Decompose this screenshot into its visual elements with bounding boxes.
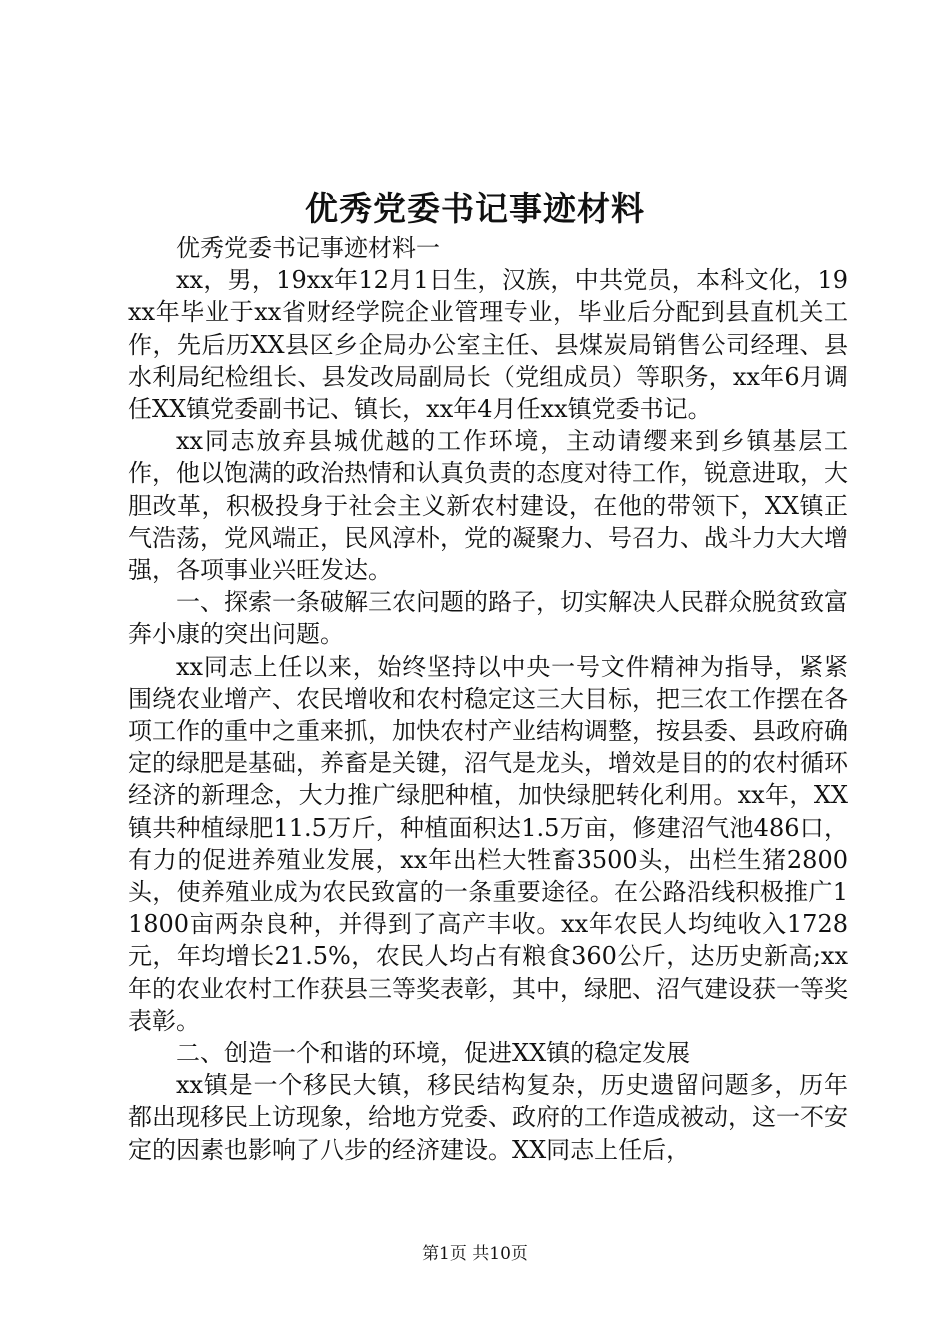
paragraph-section-2: xx镇是一个移民大镇，移民结构复杂，历史遗留问题多，历年都出现移民上访现象，给地方党委、政府的工作造成被动，这一不安定的因素也影响了八步的经济建设。XX同志上任后， [128, 1071, 848, 1164]
section-heading-2: 二、创造一个和谐的环境，促进XX镇的稳定发展 [176, 1039, 691, 1068]
paragraph-intro: xx同志放弃县城优越的工作环境，主动请缨来到乡镇基层工作，他以饱满的政治热情和认真负责的态度对待工作，锐意进取，大胆改革，积极投身于社会主义新农村建设，在他的带领下，XX镇正气浩荡，党风端正，民风淳朴，党的凝聚力、号召力、战斗力大大增强，各项事业兴旺发达。 [128, 427, 848, 585]
paragraph-bio: xx，男，19xx年12月1日生，汉族，中共党员，本科文化，19xx年毕业于xx省财经学院企业管理专业，毕业后分配到县直机关工作，先后历XX县区乡企局办公室主任、县煤炭局销售公司经理、县水利局纪检组长、县发改局副局长（党组成员）等职务，xx年6月调任XX镇党委副书记、镇长，xx年4月任xx镇党委书记。 [128, 266, 848, 424]
section-heading-1: 一、探索一条破解三农问题的路子，切实解决人民群众脱贫致富奔小康的突出问题。 [128, 588, 848, 649]
paragraph-subtitle: 优秀党委书记事迹材料一 [176, 234, 440, 262]
document-title: 优秀党委书记事迹材料 [305, 189, 645, 228]
paragraph-section-1: xx同志上任以来，始终坚持以中央一号文件精神为指导，紧紧围绕农业增产、农民增收和农村稳定这三大目标，把三农工作摆在各项工作的重中之重来抓，加快农村产业结构调整，按县委、县政府确定的绿肥是基础，养畜是关键，沼气是龙头，增效是目的的农村循环经济的新理念，大力推广绿肥种植，加快绿肥转化利用。xx年，XX镇共种植绿肥11.5万斤，种植面积达1.5万亩，修建沼气池486口，有力的促进养殖业发展，xx年出栏大牲畜3500头，出栏生猪2800头，使养殖业成为农民致富的一条重要途径。在公路沿线积极推广11800亩两杂良种，并得到了高产丰收。xx年农民人均纯收入1728元，年均增长21.5%，农民人均占有粮食360公斤，达历史新高;xx年的农业农村工作获县三等奖表彰，其中，绿肥、沼气建设获一等奖表彰。 [128, 652, 848, 1035]
page-number-footer: 第1页 共10页 [422, 1244, 528, 1264]
document-body [128, 232, 848, 1166]
